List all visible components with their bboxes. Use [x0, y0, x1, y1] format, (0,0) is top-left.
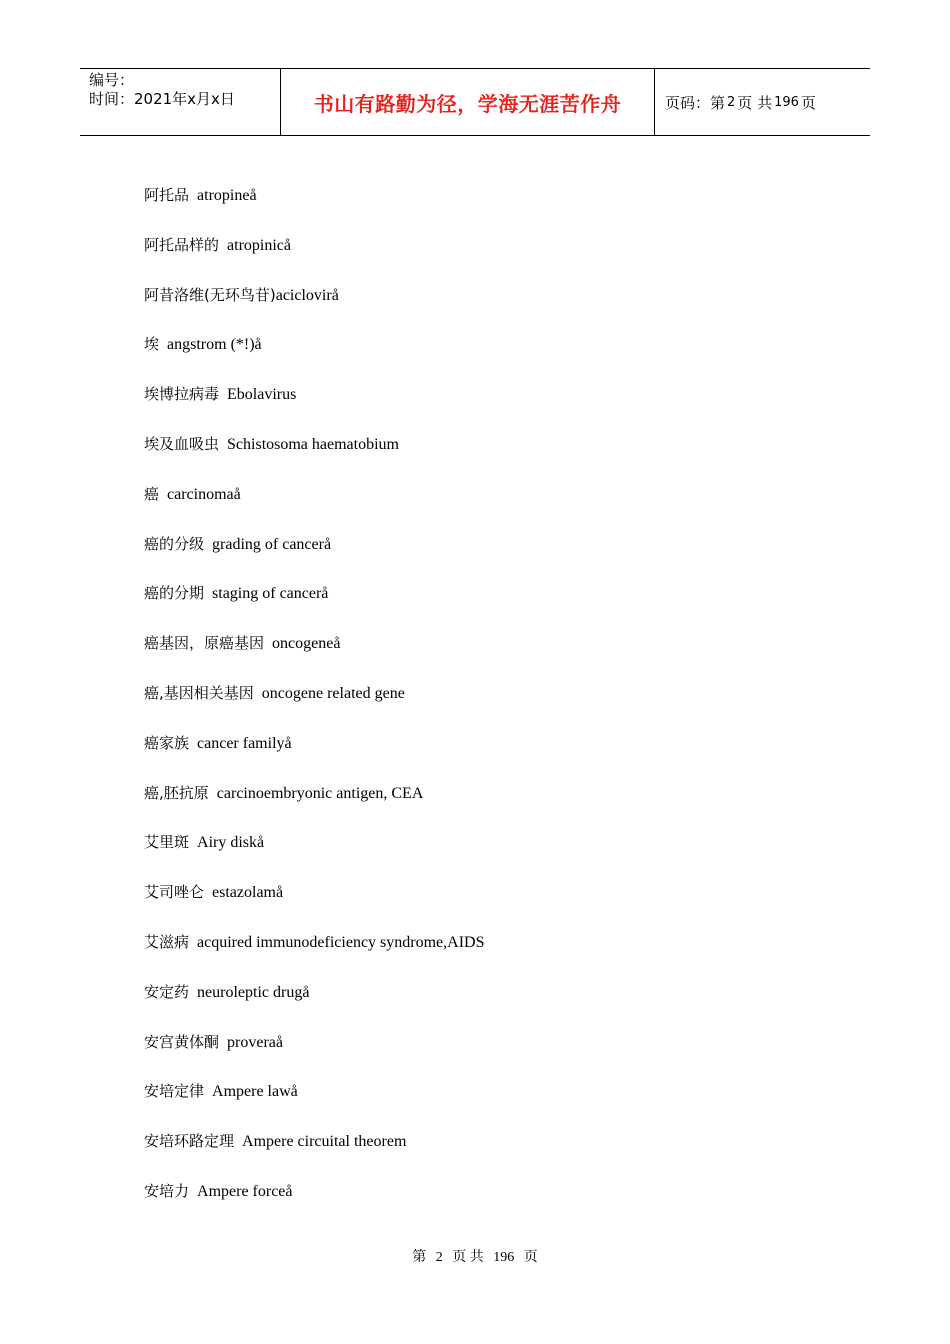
glossary-entry — [144, 184, 485, 234]
glossary-entry — [144, 632, 485, 682]
glossary-entry — [144, 1180, 485, 1230]
term-zh: 癌,基因相关基因 — [144, 683, 254, 702]
glossary-entry — [144, 981, 485, 1031]
term-zh: 艾里斑 — [144, 833, 190, 852]
term-en: atropineå — [197, 187, 257, 204]
term-en: Schistosoma haematobium — [227, 435, 399, 453]
term-en: Airy diskå — [197, 834, 265, 852]
term-zh: 安培定律 — [144, 1082, 205, 1101]
glossary-entry — [144, 1080, 485, 1130]
glossary-entry — [144, 682, 485, 732]
term-zh: 阿托品 — [144, 186, 190, 204]
footer-prefix: 第 — [412, 1250, 427, 1265]
term-zh: 癌基因，原癌基因 — [144, 634, 265, 653]
header-page-info — [655, 69, 870, 135]
header-page-current: 2 — [727, 94, 736, 110]
glossary-entry — [144, 533, 485, 583]
glossary-entry — [144, 931, 485, 981]
term-en: atropinicå — [227, 236, 291, 254]
term-zh: 阿托品样的 — [144, 235, 220, 254]
footer-page-total: 196 — [493, 1250, 515, 1265]
term-zh: 癌,胚抗原 — [144, 783, 209, 802]
glossary-list — [144, 184, 485, 1230]
glossary-entry — [144, 881, 485, 931]
glossary-entry — [144, 582, 485, 632]
term-en: aciclovirå — [275, 286, 339, 304]
glossary-entry — [144, 732, 485, 782]
term-en: proveraå — [227, 1033, 283, 1051]
term-en: grading of cancerå — [212, 535, 332, 553]
term-zh: 艾滋病 — [144, 932, 190, 951]
time-label: 时间：2021年x月x日 — [89, 90, 235, 108]
term-zh: 安培环路定理 — [144, 1132, 235, 1151]
term-zh: 埃 — [144, 335, 160, 354]
glossary-entry — [144, 333, 485, 383]
footer-suffix: 页 — [523, 1250, 538, 1265]
term-en: oncogeneå — [272, 635, 341, 653]
glossary-entry — [144, 234, 485, 284]
glossary-entry — [144, 831, 485, 881]
term-en: Ebolavirus — [227, 386, 297, 404]
serial-label: 编号： — [89, 71, 135, 89]
term-en: carcinoembryonic antigen, CEA — [216, 784, 424, 802]
term-zh: 癌的分期 — [144, 584, 205, 603]
term-en: neuroleptic drugå — [197, 983, 310, 1001]
term-zh: 癌的分级 — [144, 534, 205, 553]
glossary-entry — [144, 1031, 485, 1081]
term-en: cancer familyå — [197, 734, 292, 752]
glossary-entry — [144, 284, 485, 334]
page-header — [80, 68, 870, 136]
header-motto: 书山有路勤为径，学海无涯苦作舟 — [281, 69, 655, 135]
term-en: carcinomaå — [167, 485, 241, 503]
term-en: acquired immunodeficiency syndrome,AIDS — [197, 933, 485, 951]
glossary-entry — [144, 782, 485, 832]
glossary-entry — [144, 433, 485, 483]
term-zh: 埃及血吸虫 — [144, 434, 220, 453]
term-en: angstrom (*!)å — [167, 336, 262, 354]
term-zh: 癌 — [144, 484, 160, 503]
term-zh: 安定药 — [144, 982, 190, 1001]
term-en: staging of cancerå — [212, 585, 329, 603]
header-meta — [80, 69, 281, 135]
glossary-entry — [144, 383, 485, 433]
header-page-prefix: 页码：第 — [665, 93, 726, 112]
term-en: oncogene related gene — [261, 684, 405, 702]
footer-page-current: 2 — [435, 1250, 443, 1265]
glossary-entry — [144, 1130, 485, 1180]
header-page-total: 196 — [774, 94, 799, 110]
term-en: estazolamå — [212, 884, 284, 902]
term-zh: 埃博拉病毒 — [144, 385, 220, 404]
header-page-suffix: 页 — [800, 93, 816, 112]
glossary-entry — [144, 483, 485, 533]
term-zh: 阿昔洛维(无环鸟苷) — [144, 285, 276, 304]
term-zh: 安培力 — [144, 1181, 190, 1200]
term-zh: 艾司唑仑 — [144, 883, 205, 902]
term-en: Ampere forceå — [197, 1182, 293, 1200]
term-zh: 安宫黄体酮 — [144, 1032, 220, 1051]
header-page-mid: 页 共 — [737, 93, 773, 112]
term-en: Ampere circuital theorem — [242, 1133, 407, 1151]
footer-mid: 页 共 — [452, 1250, 484, 1265]
term-zh: 癌家族 — [144, 733, 190, 752]
page-footer — [0, 1246, 950, 1266]
term-en: Ampere lawå — [212, 1083, 298, 1101]
